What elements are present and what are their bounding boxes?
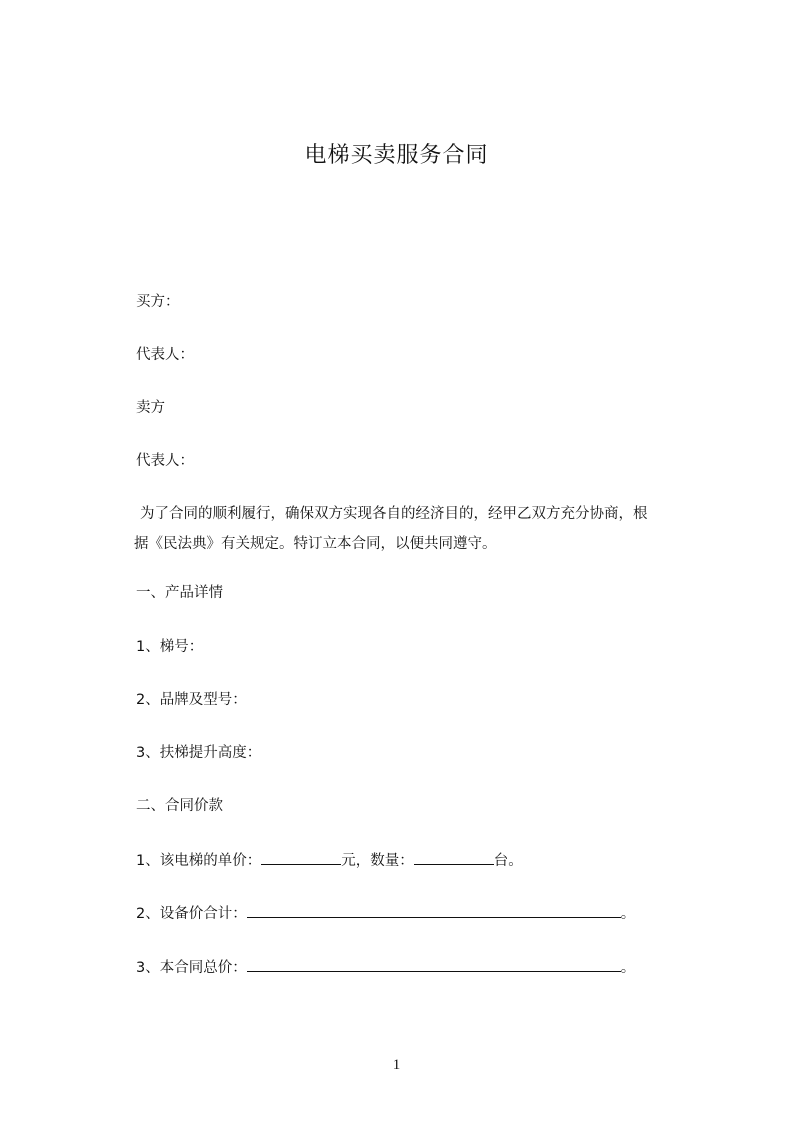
contract-total-end: 。 (620, 960, 636, 976)
elevator-number-field: 1、梯号： (136, 639, 204, 655)
intro-paragraph (136, 499, 702, 559)
page-number: 1 (392, 1057, 401, 1073)
intro-line-2: 据《民法典》有关规定。特订立本合同，以便共同遵守。 (134, 536, 497, 552)
buyer-representative-label: 代表人： (136, 347, 194, 363)
contract-total-label: 3、本合同总价： (136, 960, 247, 976)
equipment-total-line (136, 903, 635, 924)
contract-total-line (136, 957, 635, 978)
quantity-label: 元，数量： (341, 853, 414, 869)
unit-price-line (136, 850, 523, 871)
quantity-blank (414, 850, 494, 865)
equipment-total-end: 。 (620, 906, 636, 922)
brand-model-field: 2、品牌及型号： (136, 692, 247, 708)
section-heading-product-details: 一、产品详情 (136, 585, 223, 601)
buyer-label: 买方： (136, 294, 180, 310)
document-title: 电梯买卖服务合同 (304, 143, 489, 168)
seller-representative-label: 代表人： (136, 453, 194, 469)
equipment-total-blank (247, 903, 621, 918)
contract-total-blank (247, 957, 621, 972)
section-heading-contract-price: 二、合同价款 (136, 798, 223, 814)
intro-line-1: 为了合同的顺利履行，确保双方实现各自的经济目的，经甲乙双方充分协商，根 (140, 506, 648, 522)
unit-price-label: 1、该电梯的单价： (136, 853, 262, 869)
seller-label: 卖方 (136, 400, 165, 416)
quantity-unit: 台。 (493, 853, 523, 869)
escalator-rise-height-field: 3、扶梯提升高度： (136, 745, 262, 761)
unit-price-blank (261, 850, 341, 865)
equipment-total-label: 2、设备价合计： (136, 906, 247, 922)
